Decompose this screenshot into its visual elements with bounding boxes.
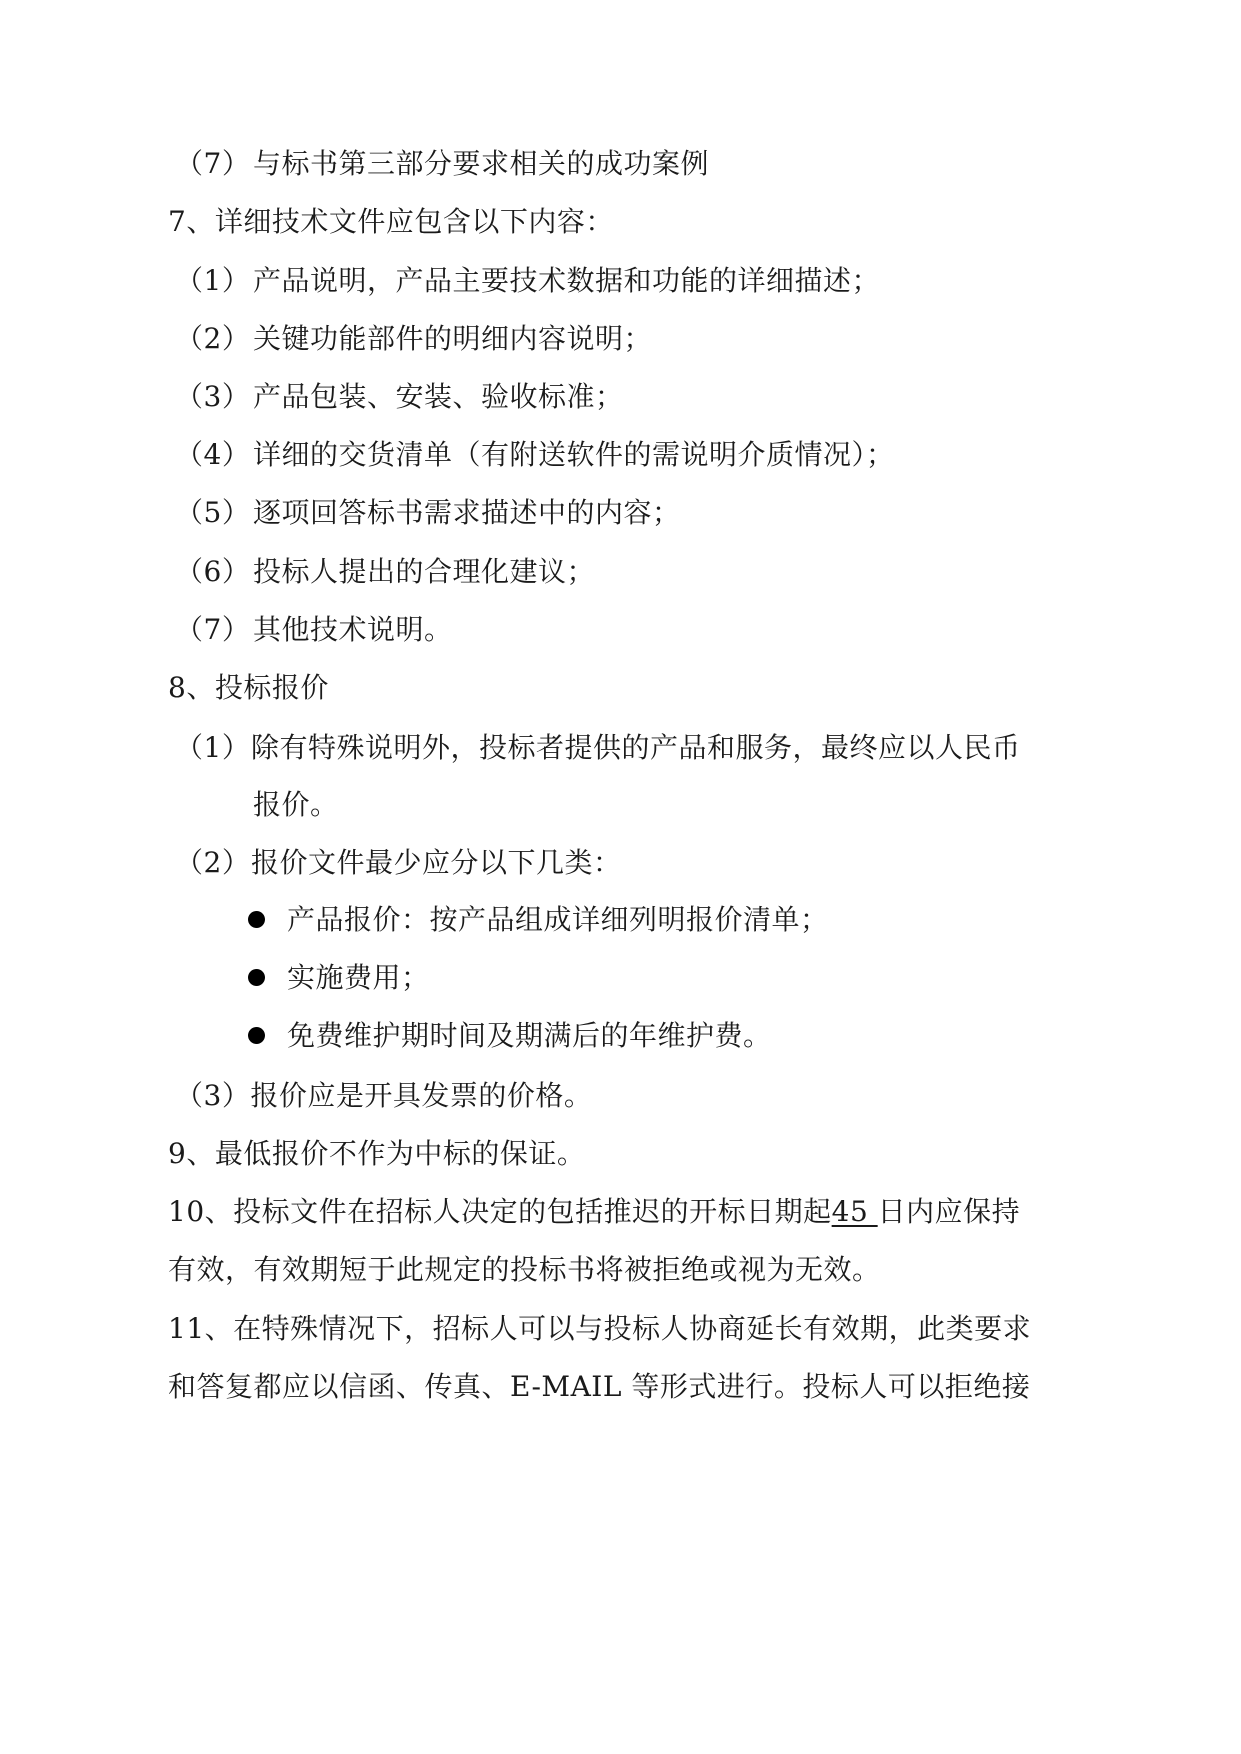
text-segment: 日内应保持 xyxy=(877,1195,1021,1228)
item-number: （6） xyxy=(175,555,251,588)
item-number: （7） xyxy=(175,613,251,646)
validity-days: 45 xyxy=(831,1195,878,1228)
text-segment: 11、在特殊情况下，招标人可以与投标人协商延长有效期，此类要求 xyxy=(168,1312,1032,1345)
item-number: （1） xyxy=(175,264,251,297)
item-text: 除有特殊说明外，投标者提供的产品和服务，最终应以人民币 xyxy=(251,731,1021,764)
bullet-text: 免费维护期时间及期满后的年维护费。 xyxy=(287,1019,772,1052)
list-item xyxy=(175,263,880,299)
paragraph-line xyxy=(168,1194,1020,1230)
list-item xyxy=(175,146,709,182)
list-item xyxy=(175,437,895,473)
bullet-text: 产品报价：按产品组成详细列明报价清单； xyxy=(287,903,829,936)
bullet-text: 实施费用； xyxy=(287,961,430,994)
list-item xyxy=(175,612,453,648)
item-number: （3） xyxy=(175,380,251,413)
item-number: （2） xyxy=(175,322,251,355)
section-heading xyxy=(168,670,329,706)
list-item xyxy=(175,1078,592,1114)
item-text: 产品说明，产品主要技术数据和功能的详细描述； xyxy=(253,264,881,297)
bullet-icon xyxy=(248,1027,265,1044)
heading-text: 7、详细技术文件应包含以下内容： xyxy=(168,205,614,238)
section-heading xyxy=(168,204,614,240)
list-item xyxy=(175,554,595,590)
item-text: 报价文件最少应分以下几类： xyxy=(251,846,622,879)
bullet-item xyxy=(287,902,829,938)
bullet-icon xyxy=(248,911,265,928)
paragraph-line xyxy=(168,1252,881,1288)
item-text: 投标人提出的合理化建议； xyxy=(253,555,596,588)
item-number: （2） xyxy=(175,846,251,879)
item-text: 与标书第三部分要求相关的成功案例 xyxy=(253,147,710,180)
list-item-continuation xyxy=(253,787,339,823)
bullet-icon xyxy=(248,969,265,986)
bullet-item xyxy=(287,960,430,996)
list-item xyxy=(175,495,681,531)
item-text: 详细的交货清单（有附送软件的需说明介质情况）； xyxy=(253,438,895,471)
item-text: 产品包装、安装、验收标准； xyxy=(253,380,624,413)
text-segment: 10、投标文件在招标人决定的包括推迟的开标日期起 xyxy=(168,1195,832,1228)
item-text: 逐项回答标书需求描述中的内容； xyxy=(253,496,681,529)
paragraph-line xyxy=(168,1311,1031,1347)
item-number: （5） xyxy=(175,496,251,529)
list-item xyxy=(175,379,624,415)
section-heading xyxy=(168,1136,585,1172)
item-number: （1） xyxy=(175,731,251,764)
heading-text: 9、最低报价不作为中标的保证。 xyxy=(168,1137,586,1170)
paragraph-line xyxy=(168,1369,1030,1405)
item-text: 报价。 xyxy=(253,788,339,821)
text-segment: 有效，有效期短于此规定的投标书将被拒绝或视为无效。 xyxy=(168,1253,881,1286)
list-item xyxy=(175,730,1021,766)
list-item xyxy=(175,845,622,881)
item-text: 其他技术说明。 xyxy=(253,613,453,646)
text-segment: 和答复都应以信函、传真、E-MAIL 等形式进行。投标人可以拒绝接 xyxy=(168,1370,1031,1403)
item-number: （7） xyxy=(175,147,251,180)
heading-text: 8、投标报价 xyxy=(168,671,329,704)
bullet-item xyxy=(287,1018,772,1054)
item-number: （4） xyxy=(175,438,251,471)
list-item xyxy=(175,321,652,357)
item-text: （3）报价应是开具发票的价格。 xyxy=(175,1079,593,1112)
item-text: 关键功能部件的明细内容说明； xyxy=(253,322,653,355)
